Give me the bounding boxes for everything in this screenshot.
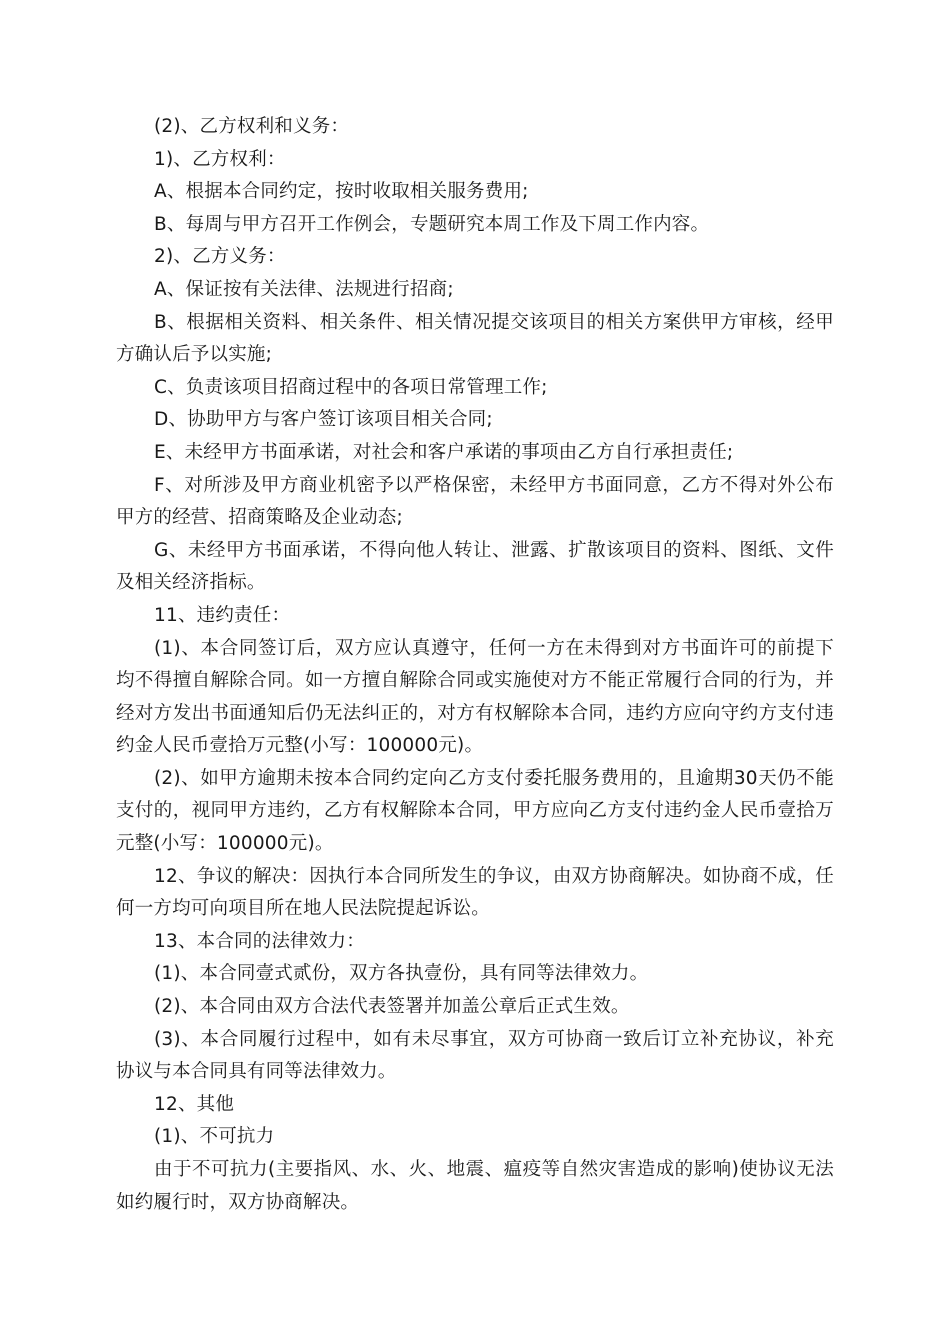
paragraph-obligations-g: G、未经甲方书面承诺，不得向他人转让、泄露、扩散该项目的资料、图纸、文件及相关经济指标。 <box>116 539 834 594</box>
paragraph-legal-effect-1: (1)、本合同壹式贰份，双方各执壹份，具有同等法律效力。 <box>154 963 649 985</box>
paragraph-party-b-obligations: 2)、乙方义务： <box>154 246 286 268</box>
paragraph-legal-effect-3: (3)、本合同履行过程中，如有未尽事宜，双方可协商一致后订立补充协议，补充协议与本合同具有同等法律效力。 <box>116 1028 834 1083</box>
paragraph-party-b-rights-obligations: (2)、乙方权利和义务： <box>154 116 350 137</box>
paragraph-legal-effect-2: (2)、本合同由双方合法代表签署并加盖公章后正式生效。 <box>154 996 630 1018</box>
paragraph-rights-b: B、每周与甲方召开工作例会，专题研究本周工作及下周工作内容。 <box>154 213 710 235</box>
paragraph-obligations-c: C、负责该项目招商过程中的各项日常管理工作; <box>154 376 548 398</box>
paragraph-obligations-f: F、对所涉及甲方商业机密予以严格保密，未经甲方书面同意，乙方不得对外公布甲方的经营、招商策略及企业动态; <box>116 474 834 529</box>
document-body <box>116 111 834 1219</box>
section-heading-other: 12、其他 <box>154 1093 235 1115</box>
paragraph-obligations-e: E、未经甲方书面承诺，对社会和客户承诺的事项由乙方自行承担责任; <box>154 441 734 463</box>
paragraph-rights-a: A、根据本合同约定，按时收取相关服务费用; <box>154 181 529 203</box>
section-dispute-resolution: 12、争议的解决：因执行本合同所发生的争议，由双方协商解决。如协商不成，任何一方均可向项目所在地人民法院提起诉讼。 <box>116 865 834 920</box>
section-heading-breach-liability: 11、违约责任： <box>154 604 291 626</box>
paragraph-party-b-rights: 1)、乙方权利： <box>154 148 286 170</box>
paragraph-obligations-b: B、根据相关资料、相关条件、相关情况提交该项目的相关方案供甲方审核，经甲方确认后予以实施; <box>116 311 834 366</box>
paragraph-breach-1: (1)、本合同签订后，双方应认真遵守，任何一方在未得到对方书面许可的前提下均不得擅自解除合同。如一方擅自解除合同或实施使对方不能正常履行合同的行为，并经对方发出书面通知后仍无法纠正的，对方有权解除本合同，违约方应向守约方支付违约金人民币壹拾万元整(小写：100000元)。 <box>116 637 834 757</box>
paragraph-obligations-d: D、协助甲方与客户签订该项目相关合同; <box>154 409 493 431</box>
paragraph-force-majeure-text: 由于不可抗力(主要指风、水、火、地震、瘟疫等自然灾害造成的影响)使协议无法如约履行时，双方协商解决。 <box>116 1159 834 1213</box>
paragraph-force-majeure-heading: (1)、不可抗力 <box>154 1126 275 1148</box>
paragraph-breach-2: (2)、如甲方逾期未按本合同约定向乙方支付委托服务费用的，且逾期30天仍不能支付的，视同甲方违约，乙方有权解除本合同，甲方应向乙方支付违约金人民币壹拾万元整(小写：100000元)。 <box>116 767 834 855</box>
paragraph-obligations-a: A、保证按有关法律、法规进行招商; <box>154 278 454 300</box>
section-heading-legal-effect: 13、本合同的法律效力： <box>154 930 365 952</box>
